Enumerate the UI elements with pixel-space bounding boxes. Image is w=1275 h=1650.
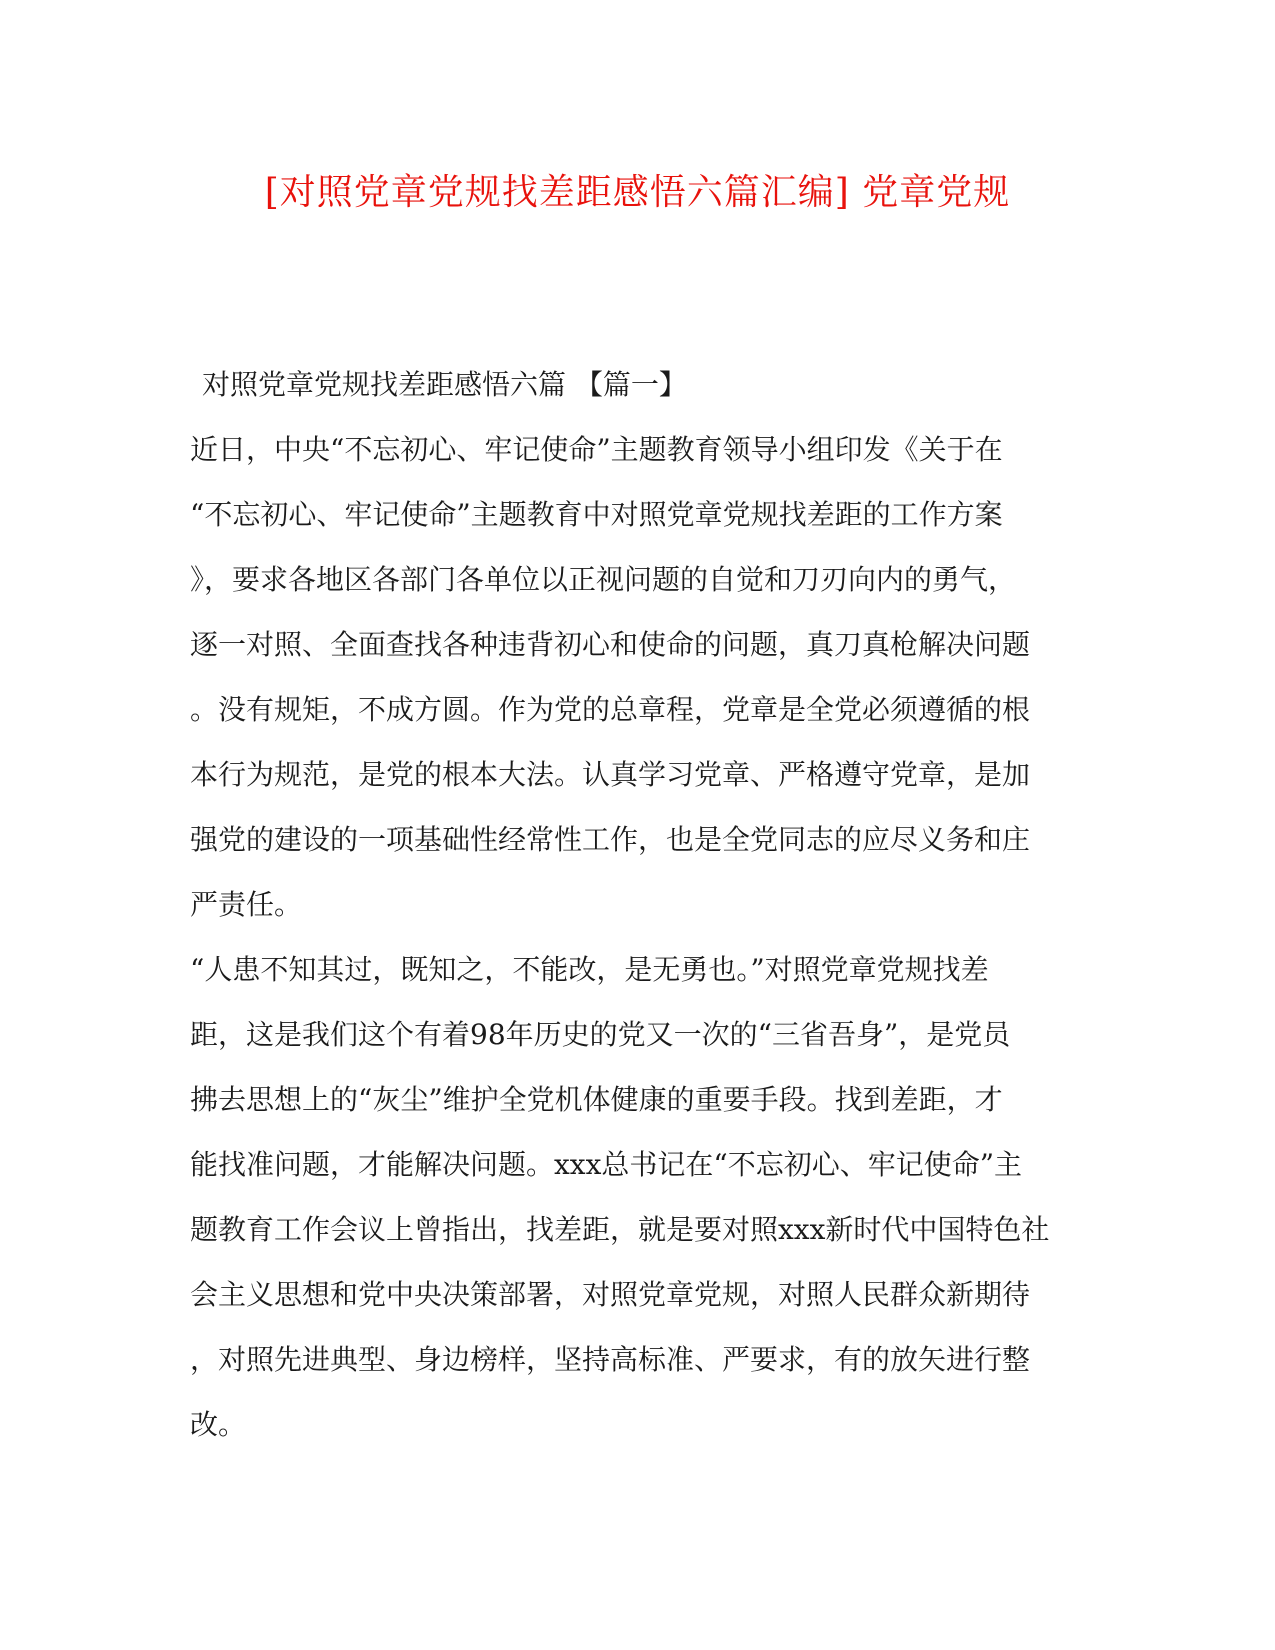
paragraph-line: 本行为规范，是党的根本大法。认真学习党章、严格遵守党章，是加 (190, 758, 1031, 791)
document-body (190, 352, 1070, 1457)
paragraph-line: 会主义思想和党中央决策部署，对照党章党规，对照人民群众新期待 (190, 1278, 1031, 1311)
paragraph-line: 近日，中央“不忘初心、牢记使命”主题教育领导小组印发《关于在 (190, 433, 1003, 466)
paragraph-line: “不忘初心、牢记使命”主题教育中对照党章党规找差距的工作方案 (190, 498, 1003, 531)
paragraph-line: “人患不知其过，既知之，不能改，是无勇也。”对照党章党规找差 (190, 953, 989, 986)
paragraph-line: 强党的建设的一项基础性经常性工作，也是全党同志的应尽义务和庄 (190, 823, 1031, 856)
paragraph-line: 改。 (190, 1408, 247, 1441)
document-title: [对照党章党规找差距感悟六篇汇编] 党章党规 (264, 172, 1011, 213)
paragraph-line: 题教育工作会议上曾指出，找差距，就是要对照xxx新时代中国特色社 (190, 1213, 1050, 1246)
paragraph-line: 距，这是我们这个有着98年历史的党又一次的“三省吾身”，是党员 (190, 1018, 1011, 1051)
paragraph-line: 逐一对照、全面查找各种违背初心和使命的问题，真刀真枪解决问题 (190, 628, 1031, 661)
paragraph-line: 严责任。 (190, 888, 303, 921)
paragraph-line: 能找准问题，才能解决问题。xxx总书记在“不忘初心、牢记使命”主 (190, 1148, 1023, 1181)
section-heading: 对照党章党规找差距感悟六篇 【篇一】 (202, 368, 687, 401)
paragraph-line: ，对照先进典型、身边榜样，坚持高标准、严要求，有的放矢进行整 (190, 1343, 1031, 1376)
paragraph-line: 》，要求各地区各部门各单位以正视问题的自觉和刀刃向内的勇气， (190, 563, 1017, 596)
paragraph-line: 。没有规矩，不成方圆。作为党的总章程，党章是全党必须遵循的根 (190, 693, 1031, 726)
paragraph-line: 拂去思想上的“灰尘”维护全党机体健康的重要手段。找到差距，才 (190, 1083, 1003, 1116)
